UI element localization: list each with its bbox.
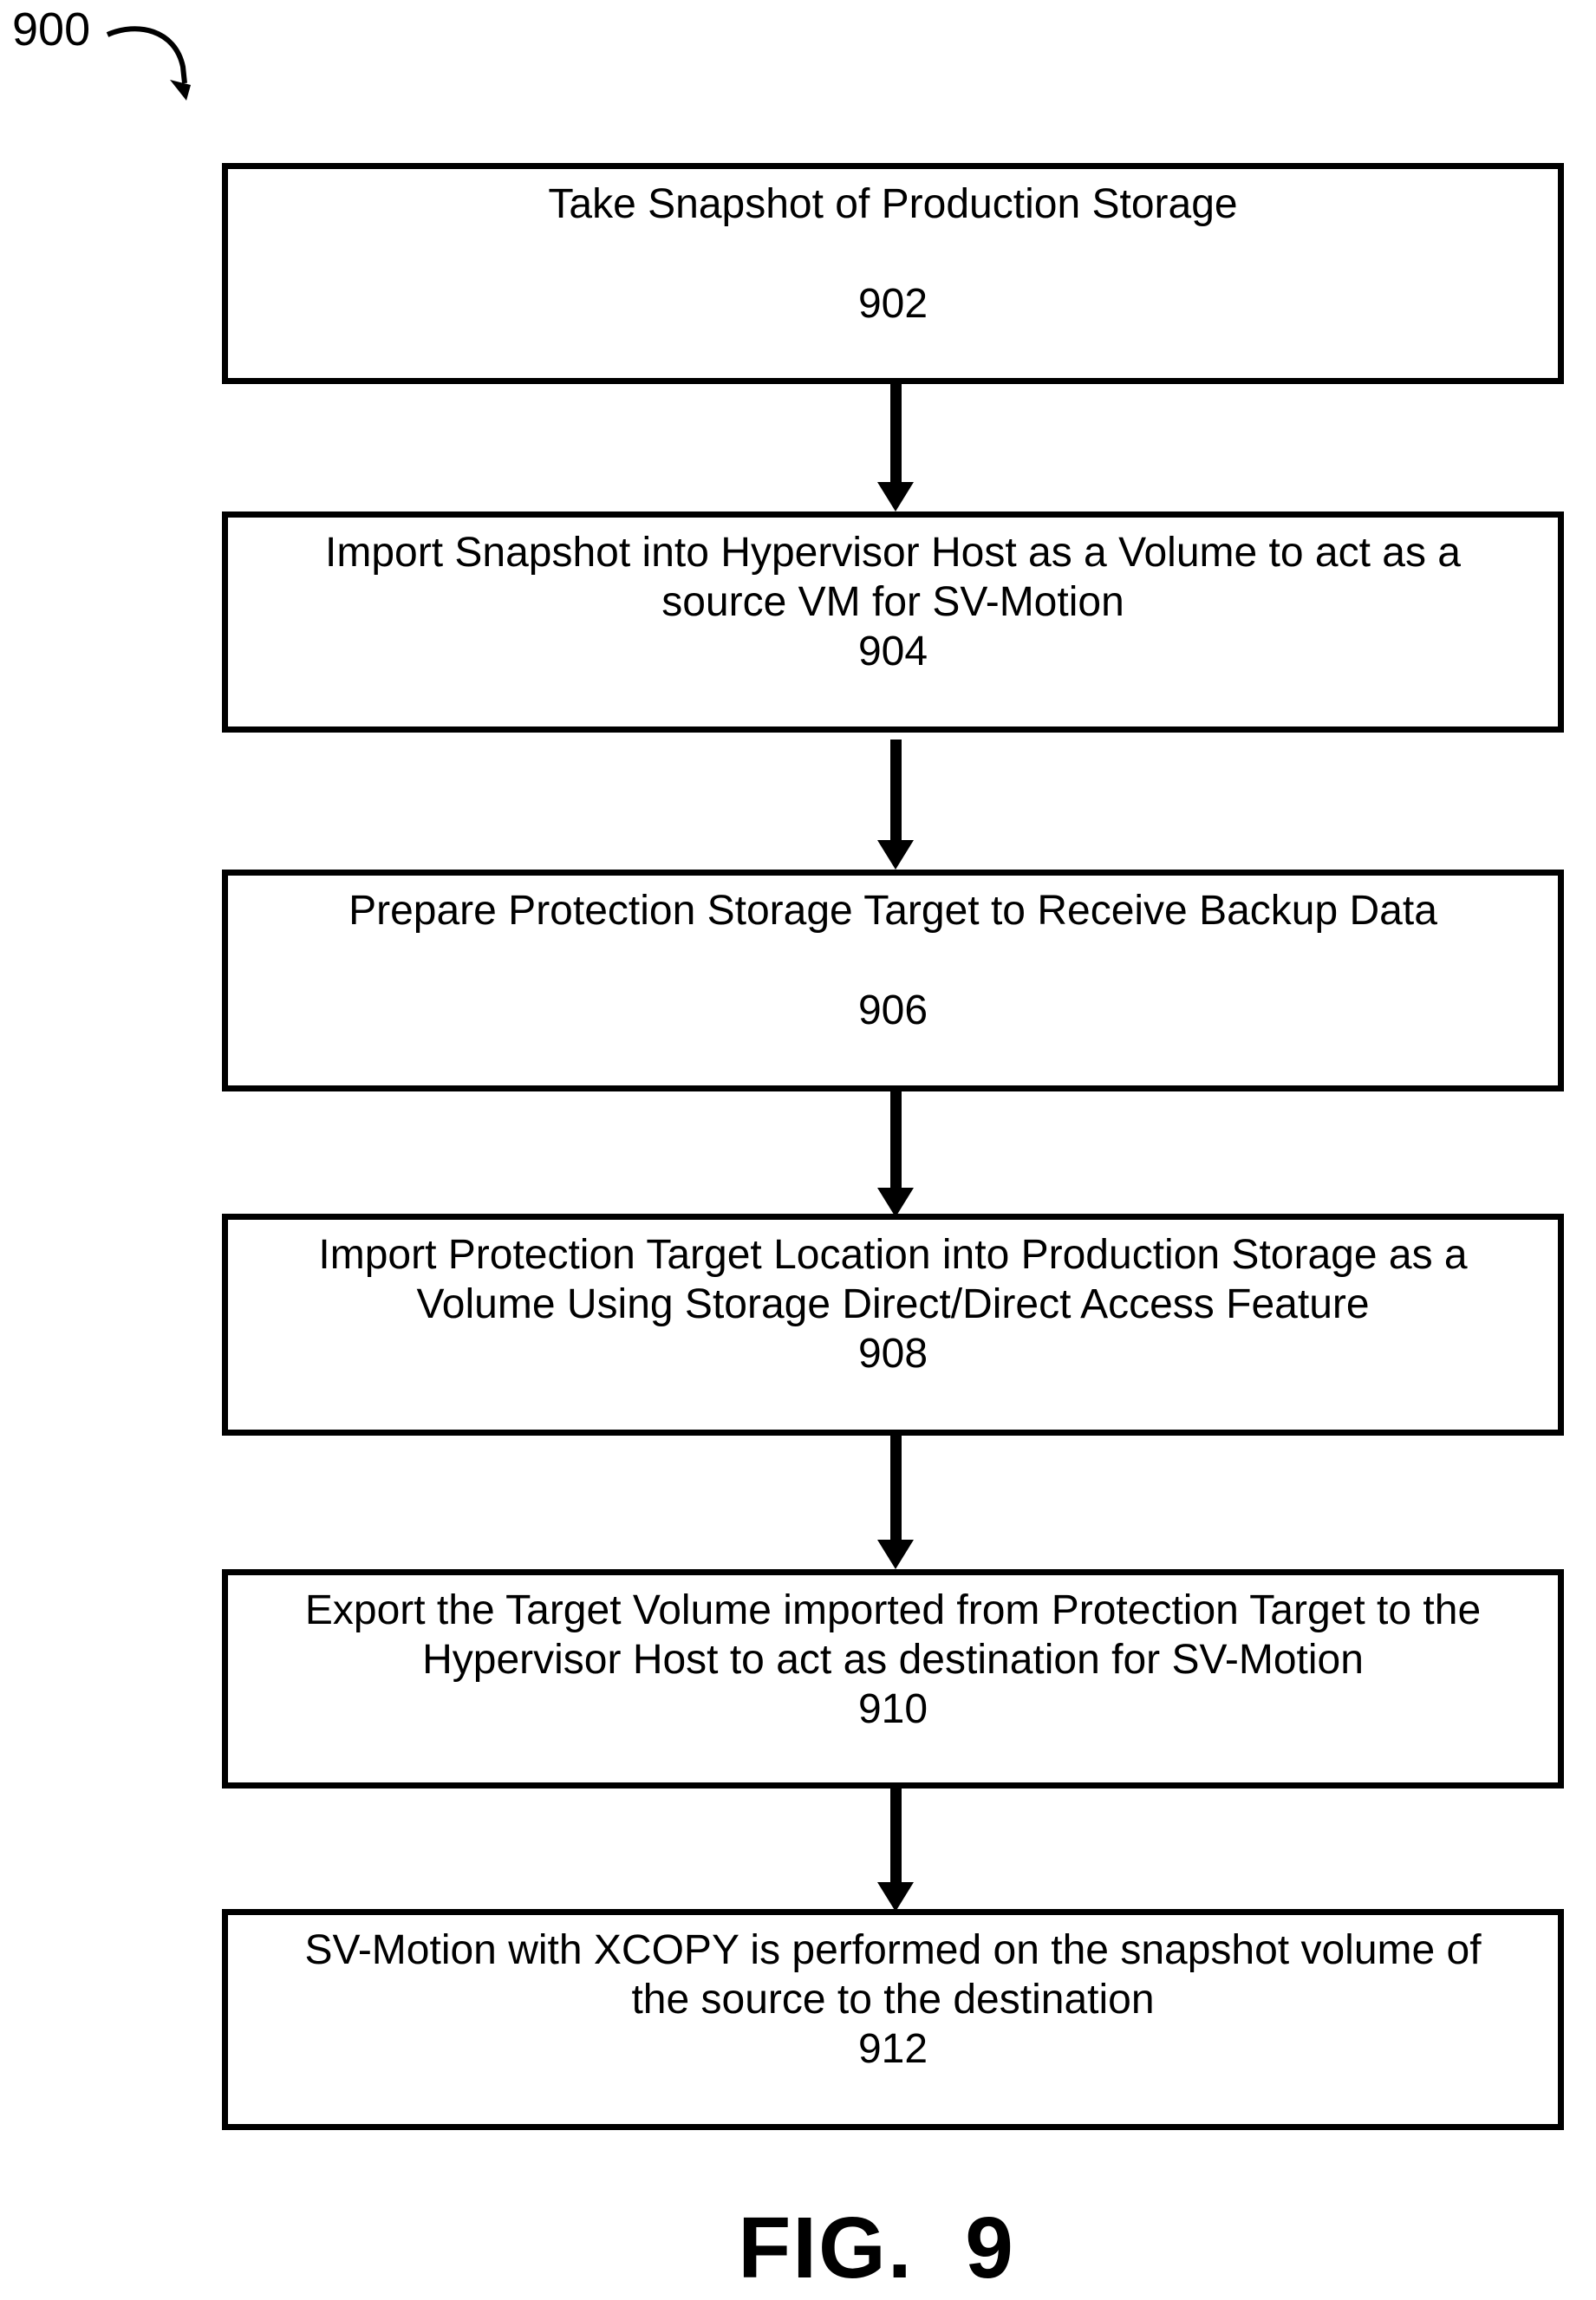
arrow-shaft (890, 384, 902, 482)
arrow-shaft (890, 740, 902, 840)
lead-arrow-icon (101, 19, 200, 106)
step-ref-number: 910 (857, 1686, 928, 1732)
arrow-shaft (890, 1091, 902, 1188)
step-ref-number: 906 (857, 987, 928, 1033)
step-text-line: Import Snapshot into Hypervisor Host as a Volume to act as a (325, 530, 1461, 576)
figure-caption: FIG. 9 (738, 2199, 1015, 2297)
flow-step-912 (222, 1909, 1564, 2130)
flow-arrow-down (877, 1091, 914, 1217)
arrow-shaft (890, 1436, 902, 1540)
figure-ref-number: 900 (12, 3, 91, 55)
flow-arrow-down (877, 384, 914, 511)
step-text-line: Take Snapshot of Production Storage (548, 181, 1238, 227)
step-text-line: source VM for SV-Motion (661, 579, 1124, 625)
step-text-line: Export the Target Volume imported from Protection Target to the (304, 1587, 1482, 1633)
step-text-line: Prepare Protection Storage Target to Receive Backup Data (349, 888, 1437, 934)
step-text-line: Volume Using Storage Direct/Direct Access Feature (416, 1281, 1370, 1327)
step-text-line: the source to the destination (631, 1977, 1155, 2023)
step-ref-number: 912 (857, 2026, 928, 2072)
step-text-line: Import Protection Target Location into Production Storage as a (318, 1232, 1468, 1278)
arrow-head (877, 1188, 914, 1217)
flow-arrow-down (877, 1789, 914, 1912)
step-ref-number: 902 (857, 281, 928, 327)
step-ref-number: 908 (857, 1331, 928, 1377)
arrow-head (877, 482, 914, 511)
flow-arrow-down (877, 740, 914, 870)
arrow-shaft (890, 1789, 902, 1882)
flow-step-910 (222, 1569, 1564, 1789)
flow-step-902 (222, 163, 1564, 384)
flow-step-904 (222, 511, 1564, 733)
step-text-line: SV-Motion with XCOPY is performed on the snapshot volume of (304, 1927, 1482, 1973)
step-ref-number: 904 (857, 629, 928, 674)
flow-step-906 (222, 870, 1564, 1091)
flow-arrow-down (877, 1436, 914, 1569)
arrow-head (877, 1540, 914, 1569)
arrow-head (877, 1882, 914, 1912)
flow-step-908 (222, 1214, 1564, 1436)
arrow-head (877, 840, 914, 870)
step-text-line: Hypervisor Host to act as destination for SV-Motion (422, 1637, 1364, 1683)
